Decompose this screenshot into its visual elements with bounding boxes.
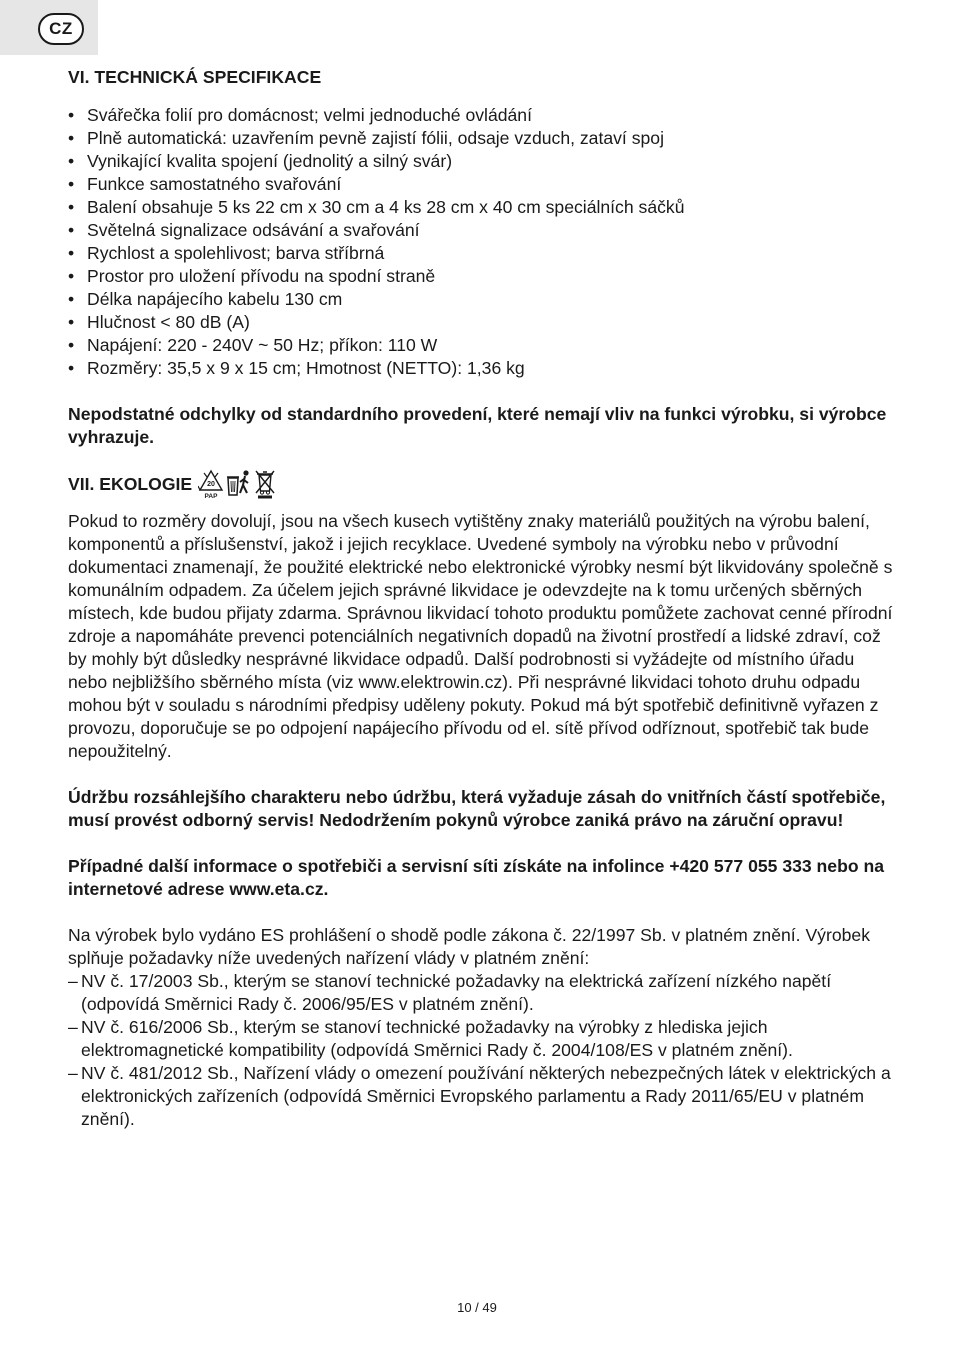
spec-list [68, 104, 898, 380]
recycle-number: 20 [207, 481, 216, 488]
spec-item: • Funkce samostatného svařování [68, 173, 898, 196]
recycle-label: PAP [204, 493, 218, 499]
maintenance-warning: Údržbu rozsáhlejšího charakteru nebo údržbu, která vyžaduje zásah do vnitřních částí spotřebiče, musí provést odborný servis! Nedodržením pokynů výrobce zaniká právo na záruční opravu! [68, 787, 886, 830]
dash-marker: – [68, 971, 78, 991]
spec-item: • Balení obsahuje 5 ks 22 cm x 30 cm a 4 ks 28 cm x 40 cm speciálních sáčků [68, 196, 898, 219]
tidyman-icon [226, 469, 252, 499]
regulation-item [68, 1016, 898, 1062]
page-number: 10 / 49 [457, 1300, 497, 1315]
language-badge: CZ [38, 13, 84, 45]
regulation-text: NV č. 481/2012 Sb., Nařízení vlády o omezení používání některých nebezpečných látek v elektrických a elektronických zařízeních (odpovídá Směrnici Evropského parlamentu a Rady 2011/65/EU v platném znění). [81, 1063, 891, 1129]
regulation-item [68, 1062, 898, 1131]
dash-marker: – [68, 1063, 78, 1083]
regulation-list [68, 970, 898, 1131]
spec-item: • Hlučnost < 80 dB (A) [68, 311, 898, 334]
ecology-icons [198, 469, 276, 499]
spec-heading: VI. TECHNICKÁ SPECIFIKACE [68, 67, 322, 87]
spec-item: • Vynikající kvalita spojení (jednolitý a silný svár) [68, 150, 898, 173]
infoline-notice: Případné další informace o spotřebiči a servisní síti získáte na infolince +420 577 055 333 nebo na internetové adrese www.eta.cz. [68, 856, 885, 899]
spec-item: • Plně automatická: uzavřením pevně zajistí fólii, odsaje vzduch, zataví spoj [68, 127, 898, 150]
dash-marker: – [68, 1017, 78, 1037]
spec-item: • Napájení: 220 - 240V ~ 50 Hz; příkon: 110 W [68, 334, 898, 357]
regulation-text: NV č. 616/2006 Sb., kterým se stanoví technické požadavky na výrobky z hlediska jejich elektromagnetické kompatibility (odpovídá Směrnici Rady č. 2004/108/ES v platném znění). [81, 1017, 793, 1060]
spec-item: • Délka napájecího kabelu 130 cm [68, 288, 898, 311]
conformity-intro: Na výrobek bylo vydáno ES prohlášení o shodě podle zákona č. 22/1997 Sb. v platném znění. Výrobek splňuje požadavky níže uvedených nařízení vlády v platném znění: [68, 925, 870, 968]
spec-item: • Světelná signalizace odsávání a svařování [68, 219, 898, 242]
ecology-heading: VII. EKOLOGIE [68, 473, 193, 494]
spec-disclaimer: Nepodstatné odchylky od standardního provedení, které nemají vliv na funkci výrobku, si výrobce vyhrazuje. [68, 404, 887, 447]
ecology-heading-row [68, 466, 898, 502]
ecology-text: Pokud to rozměry dovolují, jsou na všech kusech vytištěny znaky materiálů použitých na výrobu balení, komponentů a příslušenství, jakož i jejich recyklace. Uvedené symboly na výrobku nebo v průvodní dokumentaci znamenají, že použité elektrické nebo elektronické výrobky nesmí být likvidovány společně s komunálním odpadem. Za účelem jejich správné likvidace je odevzdejte na k tomu určených sběrných místech, kde budou přijaty zdarma. Správnou likvidací tohoto produktu pomůžete zachovat cenné přírodní zdroje a napomáháte prevenci potenciálních negativních dopadů na životní prostředí a lidské zdraví, což by mohly být důsledky nesprávné likvidace odpadů. Další podrobnosti si vyžádejte od místního úřadu nebo nejbližšího sběrného místa (viz www.elektrowin.cz). Při nesprávné likvidaci tohoto druhu odpadu mohou být v souladu s národními předpisy uděleny pokuty. Pokud má být spotřebič definitivně vyřazen z provozu, doporučuje se po odpojení napájecího přívodu od el. sítě přívod odříznout, spotřebič tak bude nepoužitelný. [68, 511, 893, 761]
regulation-item [68, 970, 898, 1016]
recycle-paper-icon [198, 469, 224, 499]
spec-item: • Svářečka folií pro domácnost; velmi jednoduché ovládání [68, 104, 898, 127]
crossed-bin-icon [254, 469, 276, 499]
spec-item: • Rychlost a spolehlivost; barva stříbrná [68, 242, 898, 265]
spec-item: • Rozměry: 35,5 x 9 x 15 cm; Hmotnost (NETTO): 1,36 kg [68, 357, 898, 380]
page-content [68, 66, 898, 1131]
regulation-text: NV č. 17/2003 Sb., kterým se stanoví technické požadavky na elektrická zařízení nízkého napětí (odpovídá Směrnici Rady č. 2006/95/ES v platném znění). [81, 971, 832, 1014]
spec-item: • Prostor pro uložení přívodu na spodní straně [68, 265, 898, 288]
